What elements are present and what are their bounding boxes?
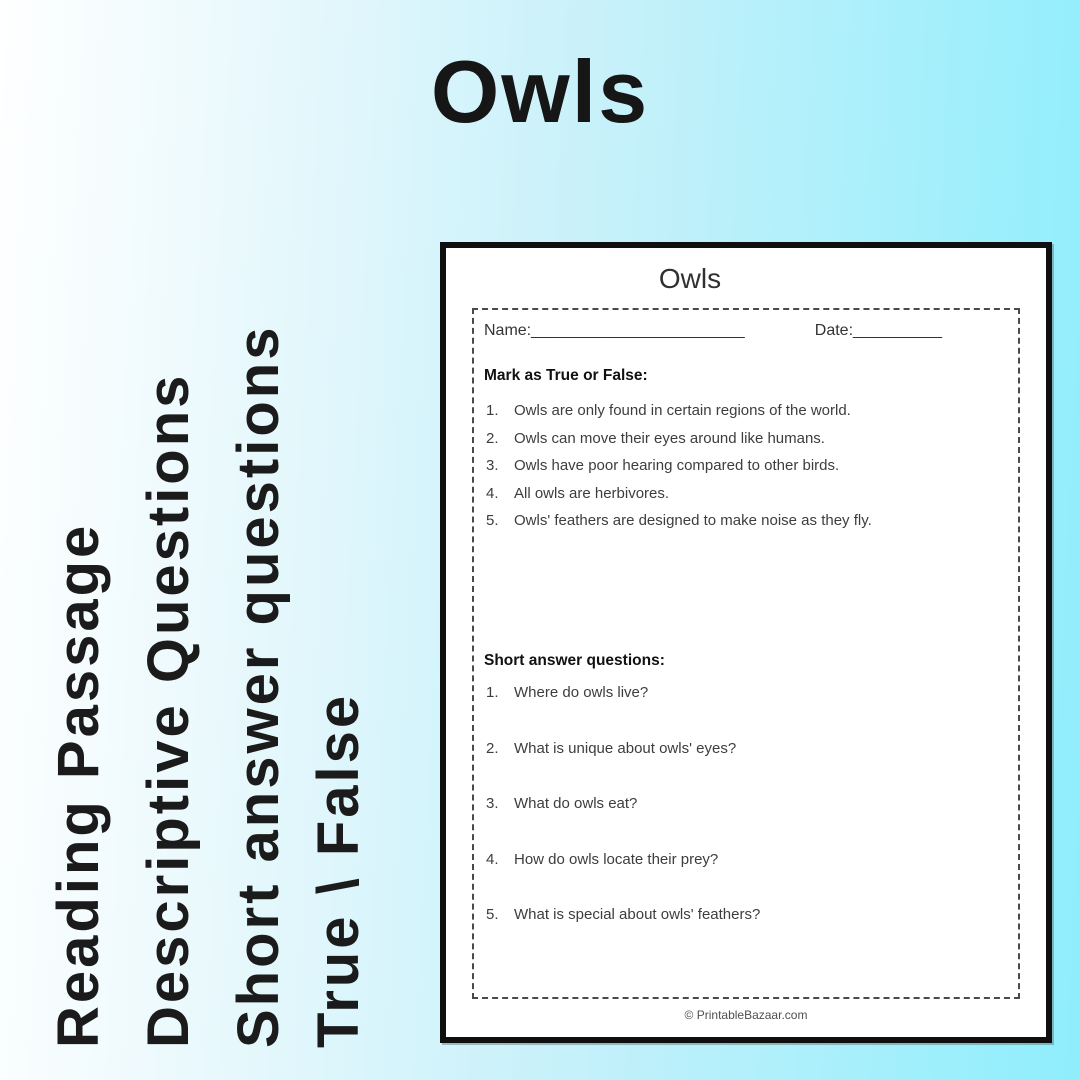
true-false-section-heading: Mark as True or False: (484, 367, 648, 384)
item-text: What is unique about owls' eyes? (514, 739, 737, 757)
item-text: How do owls locate their prey? (514, 850, 719, 868)
short-answer-item (484, 794, 1002, 813)
item-text: Where do owls live? (514, 684, 649, 701)
item-number: 5. (486, 906, 499, 923)
true-false-item (484, 484, 1002, 503)
worksheet-page (440, 242, 1052, 1043)
item-text: Owls' feathers are designed to make noise as they fly. (514, 512, 872, 529)
side-label-true-false: True \ False (306, 692, 371, 1048)
true-false-list (484, 401, 1002, 530)
name-blank-line: ________________________ (531, 322, 745, 339)
short-answer-item (484, 683, 1002, 702)
item-number: 3. (486, 795, 499, 812)
item-number: 1. (486, 684, 499, 701)
page-title: Owls (430, 42, 650, 141)
side-label-reading-passage: Reading Passage (46, 522, 111, 1048)
item-number: 4. (486, 484, 499, 502)
name-label: Name: (484, 322, 532, 339)
name-date-row (484, 322, 1002, 344)
item-number: 5. (486, 512, 499, 529)
short-answer-list (484, 683, 1002, 924)
worksheet-title: Owls (658, 263, 722, 294)
item-number: 4. (486, 850, 499, 868)
date-label: Date: (814, 322, 854, 339)
item-number: 1. (486, 402, 499, 419)
date-field (815, 322, 942, 340)
item-number: 2. (486, 739, 499, 757)
item-text: Owls are only found in certain regions of the world. (514, 402, 851, 419)
side-label-descriptive-questions: Descriptive Questions (136, 372, 201, 1048)
item-text: What do owls eat? (514, 795, 638, 812)
true-false-item (484, 456, 1002, 475)
item-text: Owls can move their eyes around like humans. (514, 429, 825, 447)
side-label-short-answer-questions: Short answer questions (226, 324, 291, 1048)
item-text: All owls are herbivores. (514, 484, 670, 502)
short-answer-item (484, 905, 1002, 924)
short-answer-item (484, 850, 1002, 869)
short-answer-section-heading: Short answer questions: (484, 652, 665, 669)
true-false-item (484, 429, 1002, 448)
item-number: 2. (486, 429, 499, 447)
item-text: Owls have poor hearing compared to other birds. (514, 457, 840, 474)
item-text: What is special about owls' feathers? (514, 906, 761, 923)
item-number: 3. (486, 457, 499, 474)
true-false-item (484, 401, 1002, 420)
copyright-footer: © PrintableBazaar.com (684, 1008, 808, 1022)
worksheet-content-box (472, 308, 1020, 999)
name-field (484, 322, 745, 340)
true-false-item (484, 511, 1002, 530)
date-blank-line: __________ (853, 322, 942, 339)
short-answer-item (484, 739, 1002, 758)
